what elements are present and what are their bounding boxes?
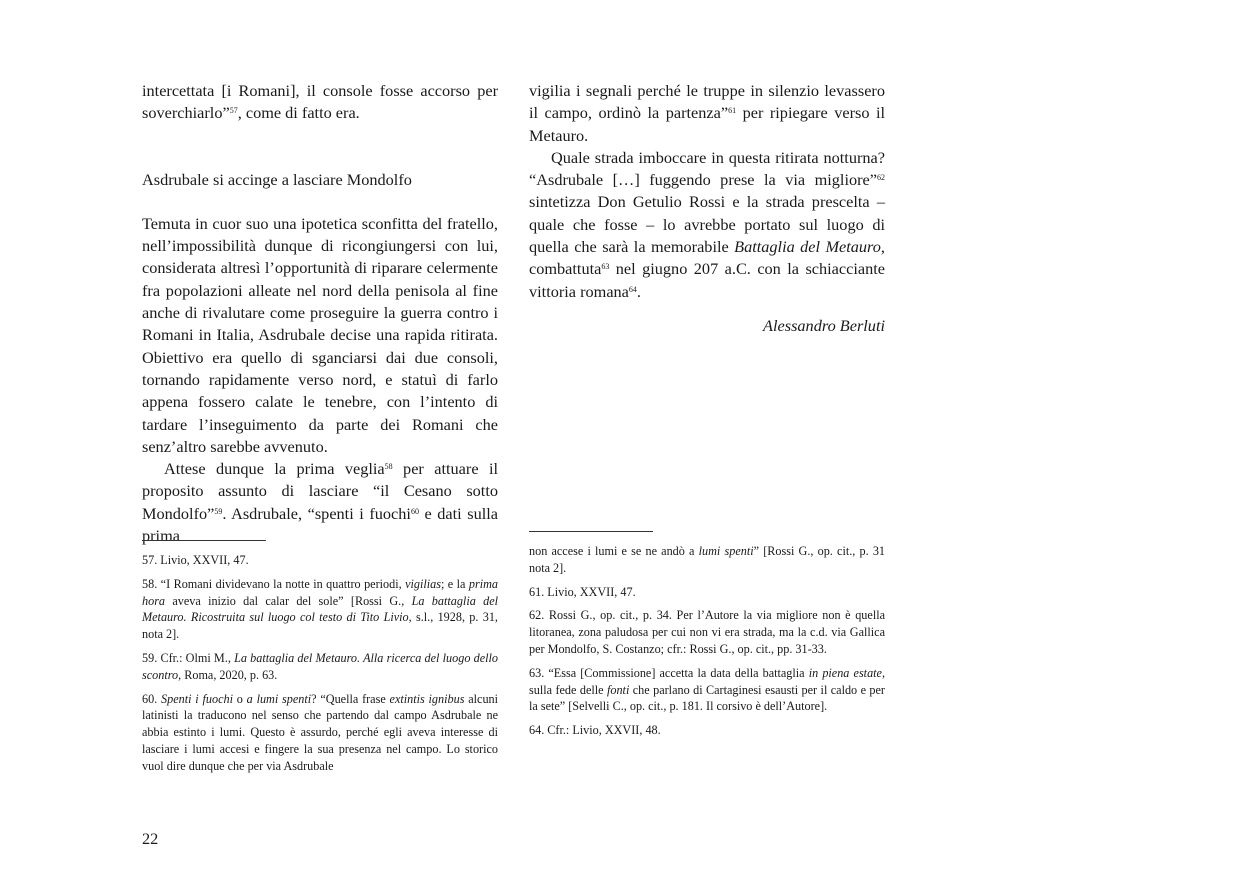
footnotes-right [529, 543, 885, 746]
footnote-58: 58. “I Romani dividevano la notte in quattro periodi, vigilias; e la prima hora aveva inizio dal calar del sole” [Rossi G., La battaglia del Metauro. Ricostruita sul luogo col testo di Tito Livio, s.l., 1928, p. 31, nota 2]. [142, 576, 499, 642]
section-heading: Asdrubale si accinge a lasciare Mondolfo [142, 169, 412, 189]
footnote-ref-62[interactable]: 62 [877, 173, 885, 183]
footnote-ref-57[interactable]: 57 [229, 106, 238, 116]
paragraph-retreat: Temuta in cuor suo una ipotetica sconfitta del fratello, nell’impossibilità dunque di ricongiungersi con lui, considerata altresì l’opportunità di riparare celermente fra popolazioni alleate nel nord della penisola al fine anche di rivalutare come proseguire la guerra contro i Romani in Italia, Asdrubale decise una rapida ritirata. Obiettivo era quello di sganciarsi dai due consoli, tornando rapidamente verso nord, e statuì di farlo appena fossero calate le tenebre, con l’intento di tardare l’inseguimento da parte dei Romani che senz’altro sarebbe avvenuto. [142, 213, 498, 456]
footnote-59: 59. Cfr.: Olmi M., La battaglia del Metauro. Alla ricerca del luogo dello scontro, Roma, 2020, p. 63. [142, 650, 498, 682]
footnote-60-continuation: non accese i lumi e se ne andò a lumi spenti” [Rossi G., op. cit., p. 31 nota 2]. [529, 544, 886, 575]
paragraph-continuation: intercettata [i Romani], il console fosse accorso per soverchiarlo”$^{57}$, come di fatto era. [142, 81, 498, 123]
paragraph-first-watch: Attese dunque la prima veglia$^{58}$ per attuare il proposito assunto di lasciare “il Cesano sotto Mondolfo”$^{59}$. Asdrubale, “spenti i fuochi$^{60}$ e dati sulla prima [142, 459, 498, 546]
footnote-62: 62. Rossi G., op. cit., p. 34. Per l’Autore la via migliore non è quella litoranea, zona paludosa per cui non vi era strada, ma la c.d. via Gallica per Mondolfo, S. Costanzo; cfr.: Rossi G., op. cit., pp. 31-33. [529, 608, 885, 656]
footnote-ref-64[interactable]: 64 [628, 284, 637, 294]
footnote-64: 64. Cfr.: Livio, XXVII, 48. [529, 723, 661, 738]
footnote-ref-58[interactable]: 58 [384, 462, 393, 472]
footnote-ref-60[interactable]: 60 [410, 506, 419, 516]
author-signature: Alessandro Berluti [763, 315, 885, 335]
footnote-57: 57. Livio, XXVII, 47. [142, 553, 249, 567]
footnote-separator-left [142, 540, 266, 541]
footnote-ref-61[interactable]: 61 [728, 106, 737, 116]
footnote-ref-63[interactable]: 63 [601, 262, 610, 272]
footnotes-left [142, 552, 498, 782]
footnote-ref-59[interactable]: 59 [214, 506, 223, 516]
paragraph-route: Quale strada imboccare in questa ritirata notturna? “Asdrubale […] fuggendo prese la via migliore”$^{62}$ sintetizza Don Getulio Rossi e la strada prescelta – quale che fosse – lo avrebbe portato sul luogo di quella che sarà la memorabile Battaglia del Metauro, combattuta$^{63}$ nel giugno 207 a.C. con la schiacciante vittoria romana$^{64}$. [529, 147, 885, 301]
left-column [142, 80, 498, 547]
paragraph-continuation-right: vigilia i segnali perché le truppe in silenzio levassero il campo, ordinò la partenza”$^{61}$ per ripiegare verso il Metauro. [529, 81, 885, 145]
page-number: 22 [142, 829, 159, 848]
right-column [529, 80, 885, 354]
footnote-61: 61. Livio, XXVII, 47. [529, 584, 636, 599]
footnote-separator-right [529, 531, 653, 532]
footnote-63: 63. “Essa [Commissione] accetta la data della battaglia in piena estate, sulla fede delle fonti che parlano di Cartaginesi esausti per il caldo e per la sete” [Selvelli C., op. cit., p. 181. Il corsivo è dell’Autore]. [529, 665, 886, 714]
footnote-60: 60. Spenti i fuochi o a lumi spenti? “Quella frase extintis ignibus alcuni latinisti la traducono nel senso che partendo dal campo Asdrubale ne abbia estinto i lumi. Questo è assurdo, perché egli aveva interesse di lasciare i lumi accesi e fingere la sua presenza nel campo. Lo storico vuol dire dunque che per via Asdrubale [142, 691, 499, 773]
